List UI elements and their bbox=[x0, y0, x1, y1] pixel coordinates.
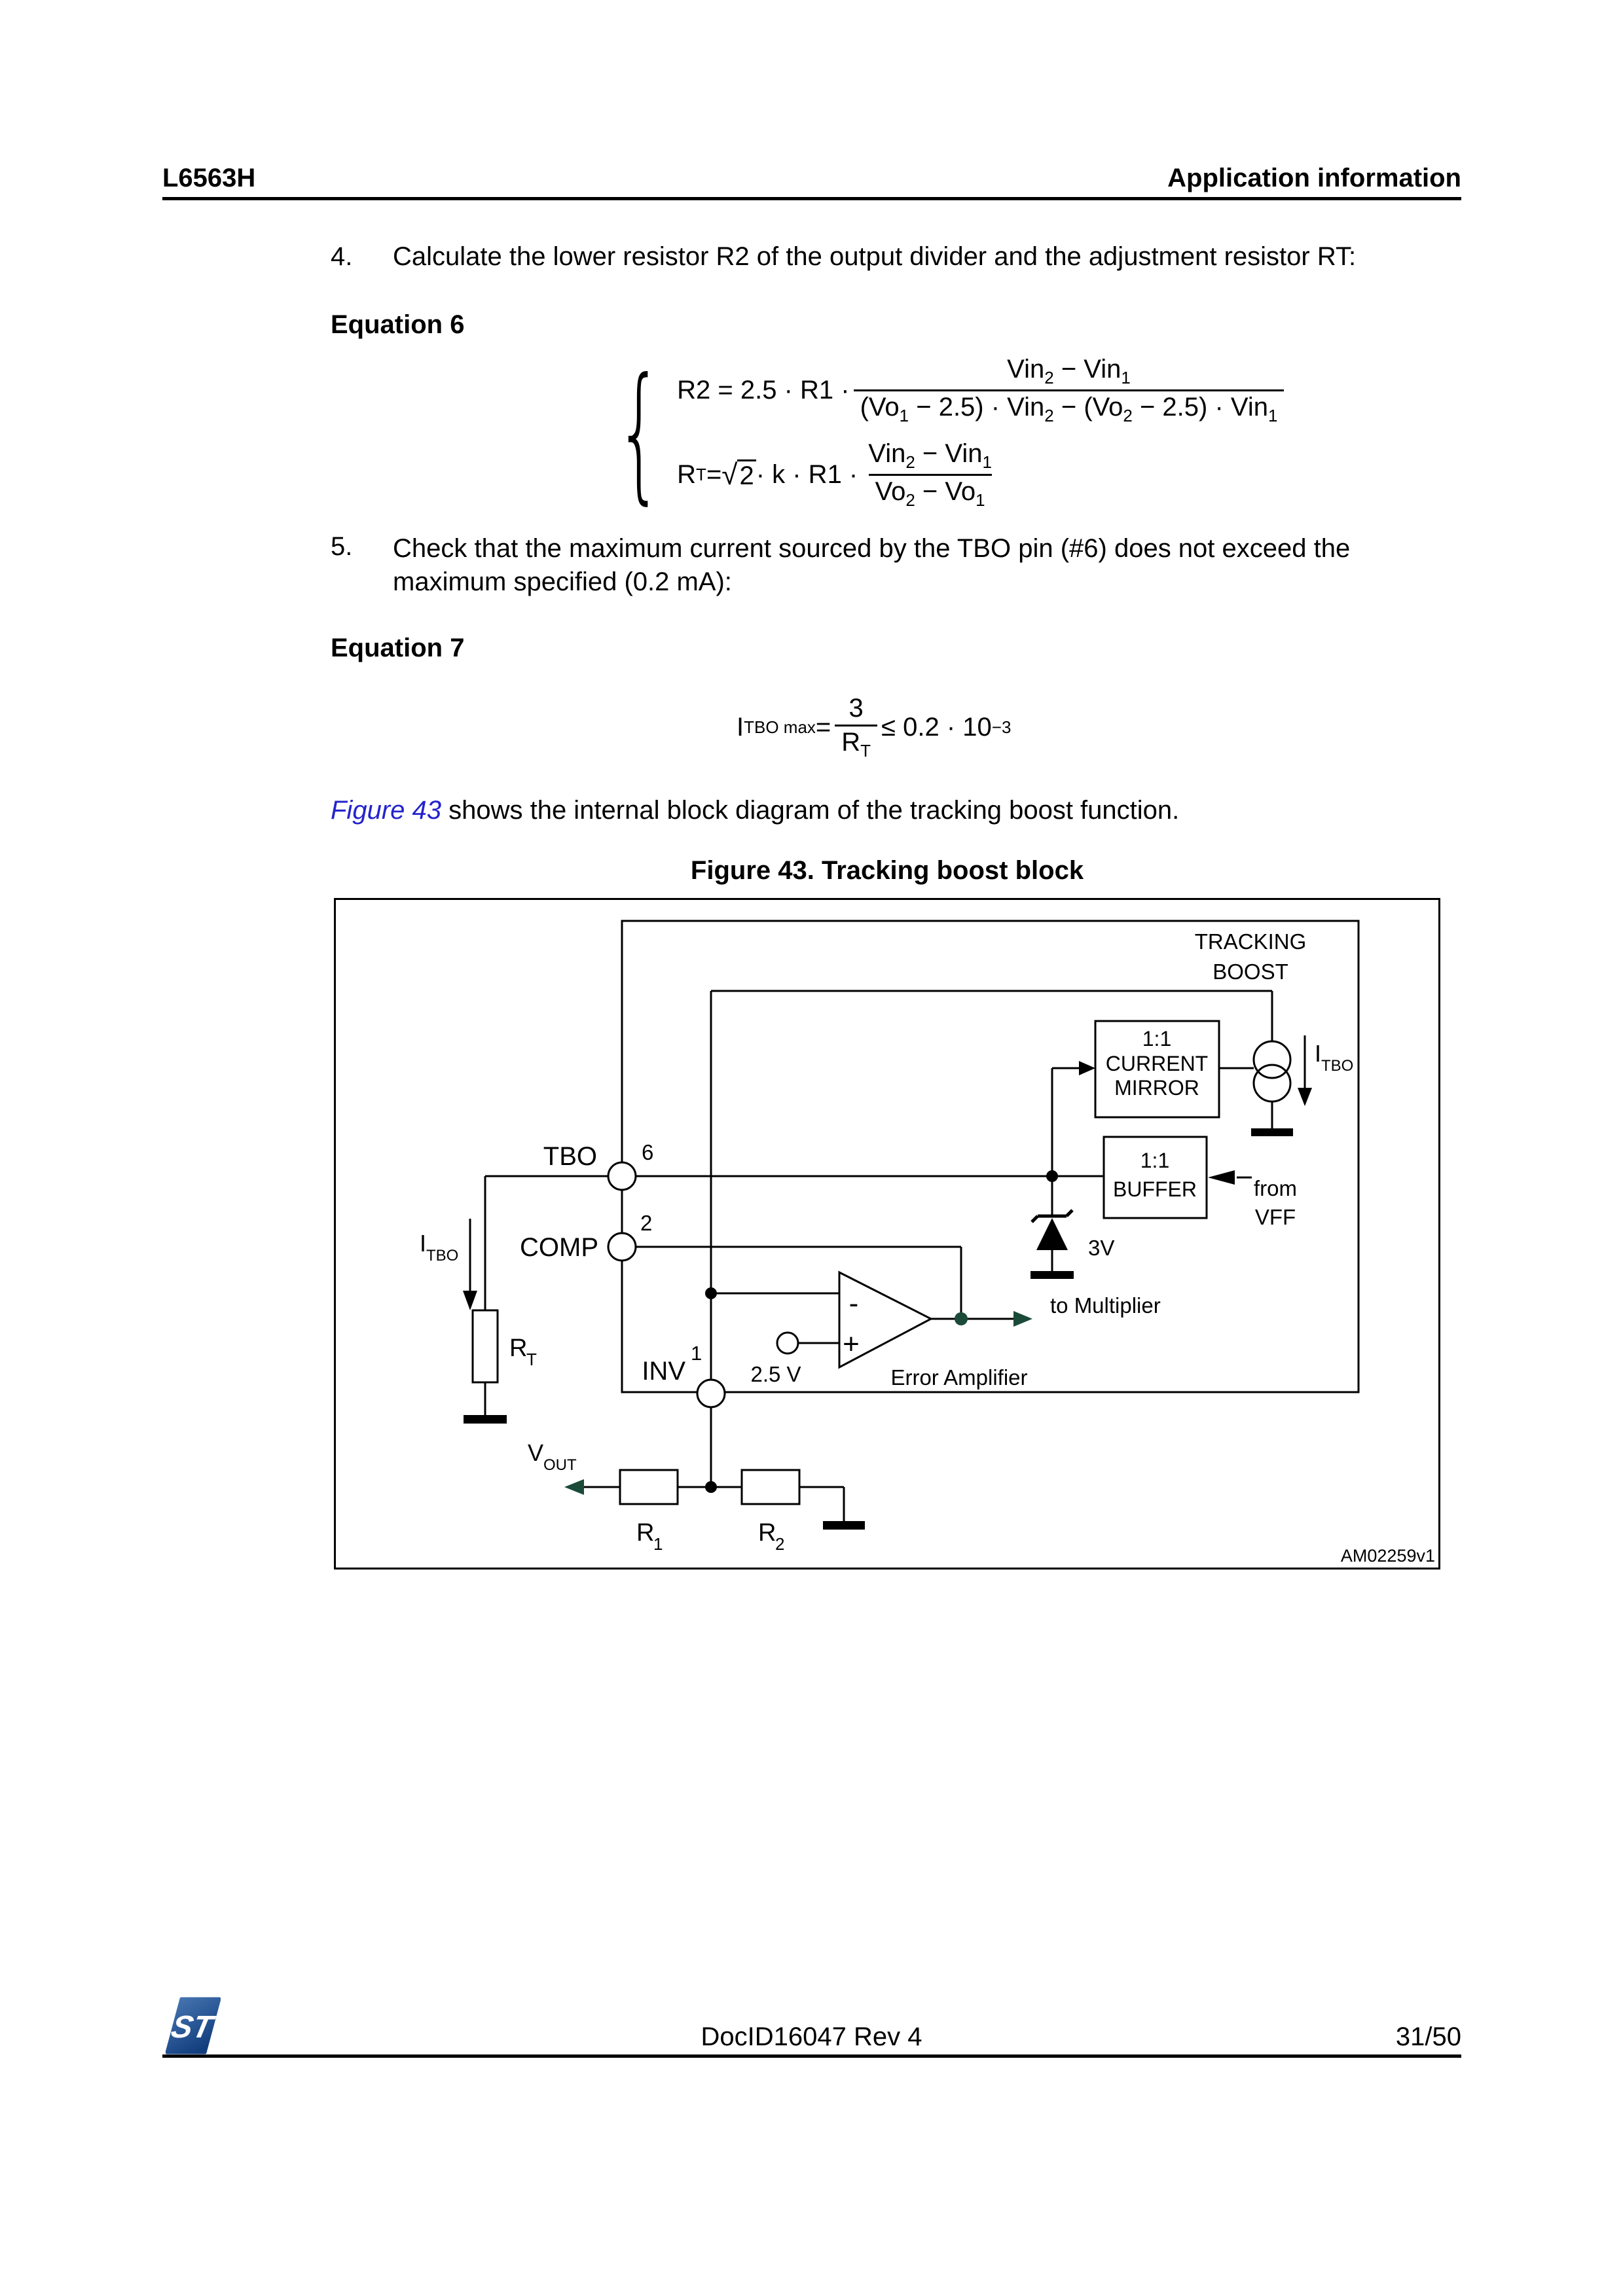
junction-tbo-buffer bbox=[1046, 1170, 1058, 1182]
equation6-math bbox=[593, 346, 1288, 518]
label-2v5: 2.5 V bbox=[750, 1362, 801, 1386]
eq6-l1-num-b: − Vin bbox=[1053, 355, 1122, 384]
equation6-line2 bbox=[677, 438, 1002, 512]
equation7-math bbox=[737, 692, 1011, 762]
header-section-title: Application information bbox=[1167, 164, 1461, 192]
eq6-l1-num-a: Vin bbox=[1007, 355, 1045, 384]
eq6-l2-factors: · k · R1 · bbox=[756, 460, 858, 489]
eq6-l2-equals: = bbox=[706, 460, 722, 489]
eq6-sqrt-radicand: 2 bbox=[737, 459, 756, 491]
label-itbo-left-sub: TBO bbox=[426, 1247, 459, 1265]
vout-arrowhead bbox=[564, 1479, 584, 1495]
label-to-multiplier: to Multiplier bbox=[1050, 1293, 1161, 1318]
junction-ea-output bbox=[955, 1312, 968, 1325]
label-ea-plus: + bbox=[843, 1328, 860, 1360]
eq6-l1-den-d: − 2.5) · Vin bbox=[1132, 393, 1268, 422]
resistor-rt bbox=[473, 1310, 498, 1382]
eq6-l1-den-sub3: 2 bbox=[1123, 406, 1133, 425]
current-source-circle-top bbox=[1254, 1041, 1290, 1078]
eq6-l2-den-sub1: 2 bbox=[905, 490, 915, 510]
label-from: from bbox=[1254, 1176, 1297, 1200]
figure-watermark: AM02259v1 bbox=[1340, 1546, 1435, 1566]
label-vout-sub: OUT bbox=[543, 1456, 577, 1474]
itbo-right-arrowhead bbox=[1298, 1088, 1312, 1106]
eq6-l1-fraction bbox=[854, 353, 1285, 427]
itbo-left-arrowhead bbox=[463, 1291, 477, 1310]
label-itbo-right-sub: TBO bbox=[1321, 1057, 1354, 1075]
eq6-l1-den-sub4: 1 bbox=[1267, 406, 1278, 425]
header-part-number: L6563H bbox=[162, 164, 256, 192]
list-item-4-text: Calculate the lower resistor R2 of the output divider and the adjustment resistor RT: bbox=[393, 242, 1357, 271]
label-pin-number-2: 2 bbox=[640, 1211, 653, 1235]
label-buffer-ratio: 1:1 bbox=[1140, 1149, 1170, 1172]
label-r2-sub: 2 bbox=[775, 1534, 785, 1554]
list-item-4-number: 4. bbox=[331, 242, 353, 271]
pin-comp bbox=[608, 1233, 636, 1261]
eq6-l2-num-sub2: 1 bbox=[982, 452, 992, 472]
eq7-equals: = bbox=[815, 713, 831, 742]
eq7-den-sub: T bbox=[860, 741, 871, 761]
label-pin-number-1: 1 bbox=[691, 1342, 702, 1365]
tracking-boost-block-diagram bbox=[334, 898, 1440, 1570]
current-source-circle-bottom bbox=[1254, 1065, 1290, 1102]
paragraph-rest: shows the internal block diagram of the tracking boost function. bbox=[441, 796, 1180, 825]
eq7-fraction bbox=[835, 692, 877, 762]
equation6-line1 bbox=[677, 353, 1288, 427]
label-mirror-ratio: 1:1 bbox=[1142, 1027, 1172, 1050]
label-pin-inv: INV bbox=[642, 1357, 685, 1386]
reference-2v5-source bbox=[777, 1333, 798, 1354]
equation6-heading: Equation 6 bbox=[331, 310, 465, 339]
equation7-heading: Equation 7 bbox=[331, 634, 465, 662]
ground-zener bbox=[1030, 1271, 1074, 1279]
eq6-l2-num-a: Vin bbox=[868, 439, 906, 468]
label-ea-minus: - bbox=[848, 1287, 859, 1319]
label-tracking: TRACKING bbox=[1194, 929, 1307, 954]
figure-reference-paragraph bbox=[331, 796, 1179, 825]
label-rt-sub: T bbox=[526, 1350, 537, 1369]
label-vout-base: V bbox=[528, 1439, 544, 1466]
st-logo-text: ST bbox=[168, 2009, 216, 2045]
footer-page-number: 31/50 bbox=[1395, 2022, 1461, 2051]
junction-divider bbox=[705, 1481, 717, 1493]
eq7-num: 3 bbox=[848, 694, 864, 723]
eq6-l2-num-b: − Vin bbox=[915, 439, 983, 468]
zener-anode-triangle bbox=[1036, 1218, 1068, 1250]
ground-current-source bbox=[1251, 1128, 1293, 1136]
pin-tbo bbox=[608, 1162, 636, 1190]
footer-docid: DocID16047 Rev 4 bbox=[701, 2022, 922, 2051]
list-item-5-line2: maximum specified (0.2 mA): bbox=[393, 567, 732, 596]
label-r1-base: R bbox=[636, 1519, 655, 1547]
list-item-5-text bbox=[393, 532, 1440, 599]
label-pin-number-6: 6 bbox=[642, 1140, 654, 1164]
figure-caption: Figure 43. Tracking boost block bbox=[690, 856, 1084, 885]
label-mirror-mirror: MIRROR bbox=[1114, 1076, 1199, 1100]
eq7-lhs-sub: TBO max bbox=[744, 717, 816, 737]
list-item-5-number: 5. bbox=[331, 532, 353, 561]
zener-hook-right bbox=[1067, 1210, 1072, 1216]
junction-inv-minus bbox=[705, 1287, 717, 1299]
eq6-l2-num-sub1: 2 bbox=[905, 452, 915, 472]
eq6-l1-den-sub2: 2 bbox=[1044, 406, 1054, 425]
buffer-input-arrowhead bbox=[1208, 1170, 1235, 1185]
eq7-rhs-sup: −3 bbox=[991, 717, 1012, 737]
header-rule bbox=[162, 197, 1461, 200]
eq6-l1-den-b: − 2.5) · Vin bbox=[909, 393, 1045, 422]
equation6-brace: { bbox=[615, 346, 663, 518]
ground-rt bbox=[464, 1415, 507, 1424]
zener-diode-3v bbox=[1032, 1210, 1072, 1250]
label-pin-tbo: TBO bbox=[543, 1142, 597, 1171]
eq6-l1-den-c: − (Vo bbox=[1053, 393, 1123, 422]
label-error-amplifier: Error Amplifier bbox=[890, 1365, 1028, 1390]
pin-inv bbox=[697, 1380, 725, 1407]
eq6-l2-r-sub: T bbox=[696, 465, 706, 484]
eq6-l2-den-b: − Vo bbox=[915, 477, 976, 506]
label-zener-3v: 3V bbox=[1088, 1236, 1115, 1260]
figure43-link[interactable]: Figure 43 bbox=[331, 796, 441, 825]
footer-rule bbox=[162, 2054, 1461, 2058]
eq6-l2-fraction bbox=[862, 438, 998, 512]
label-buffer: BUFFER bbox=[1113, 1177, 1197, 1201]
label-itbo-left-base: I bbox=[420, 1230, 427, 1257]
figure-border bbox=[335, 899, 1440, 1569]
eq7-rhs: ≤ 0.2 · 10 bbox=[881, 713, 992, 742]
ground-r2 bbox=[823, 1521, 865, 1530]
label-boost: BOOST bbox=[1213, 960, 1288, 984]
label-pin-comp: COMP bbox=[520, 1233, 598, 1262]
label-r1-sub: 1 bbox=[653, 1534, 663, 1554]
label-vff: VFF bbox=[1254, 1205, 1296, 1229]
eq6-l2-r: R bbox=[677, 460, 697, 489]
eq7-lhs-base: I bbox=[737, 713, 744, 742]
eq6-l1-num-sub2: 1 bbox=[1121, 368, 1131, 387]
eq6-sqrt-sign: √ bbox=[721, 458, 738, 491]
zener-hook-left bbox=[1032, 1216, 1038, 1222]
mirror-input-arrowhead bbox=[1079, 1061, 1095, 1075]
resistor-r2 bbox=[742, 1470, 799, 1504]
label-itbo-right-base: I bbox=[1315, 1040, 1322, 1067]
list-item-5-line1: Check that the maximum current sourced by the TBO pin (#6) does not exceed the bbox=[393, 534, 1351, 563]
to-multiplier-arrowhead bbox=[1013, 1311, 1032, 1327]
eq6-l1-den-a: (Vo bbox=[860, 393, 900, 422]
resistor-r1 bbox=[620, 1470, 678, 1504]
eq6-l1-lhs: R2 = 2.5 · R1 · bbox=[677, 376, 850, 404]
label-r2-base: R bbox=[758, 1519, 776, 1547]
eq6-l1-num-sub1: 2 bbox=[1044, 368, 1054, 387]
eq6-l2-den-a: Vo bbox=[875, 477, 906, 506]
eq6-l1-den-sub1: 1 bbox=[899, 406, 909, 425]
eq7-den-base: R bbox=[841, 728, 861, 757]
label-mirror-current: CURRENT bbox=[1105, 1052, 1209, 1075]
eq6-l2-den-sub2: 1 bbox=[976, 490, 985, 510]
label-rt-base: R bbox=[509, 1335, 528, 1362]
